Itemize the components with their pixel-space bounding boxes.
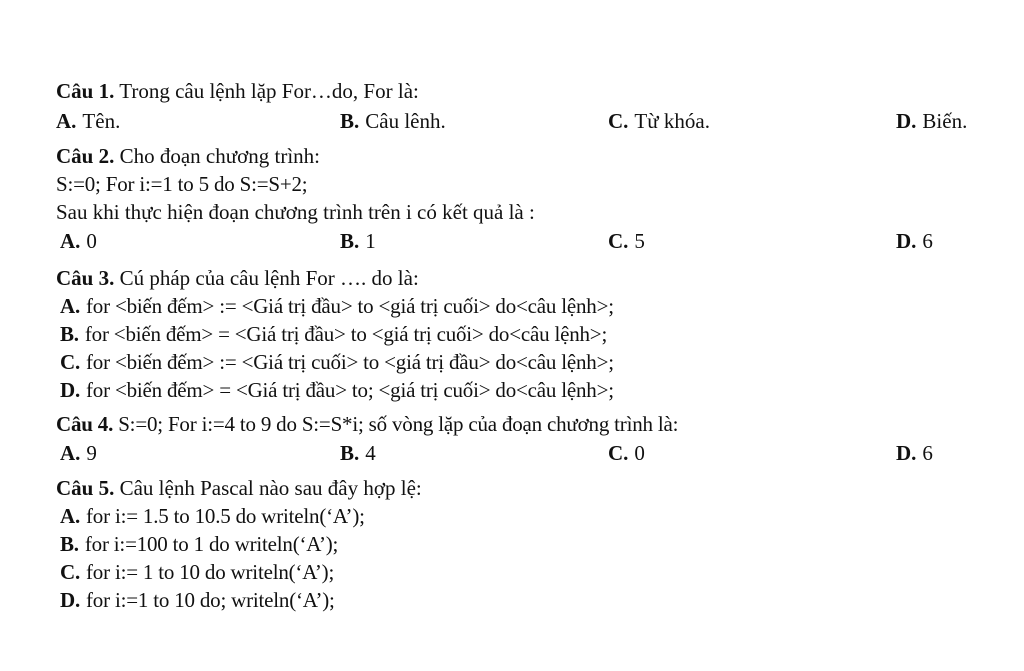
question-2-question: Sau khi thực hiện đoạn chương trình trên i có kết quả là : [56,200,535,224]
question-1-option-b: B. Câu lênh. [340,109,446,133]
question-3-option-c: C. for <biến đếm> := <Giá trị cuối> to <giá trị đầu> do<câu lệnh>; [60,350,614,374]
question-1-stem [56,76,1006,106]
question-4 [56,410,1006,468]
question-2-stem [56,142,1006,170]
question-2-label: Câu 2. [56,144,115,168]
question-3-option-b: B. for <biến đếm> = <Giá trị đầu> to <giá trị cuối> do<câu lệnh>; [60,322,608,346]
question-4-label: Câu 4. [56,412,114,436]
question-1 [56,76,1006,136]
question-4-options [56,438,1006,468]
question-2-option-a: A. 0 [60,229,97,253]
question-5-option-d: D. for i:=1 to 10 do; writeln(‘A’); [60,588,335,612]
question-5-option-a: A. for i:= 1.5 to 10.5 do writeln(‘A’); [60,504,365,528]
question-1-option-c: C. Từ khóa. [608,109,710,133]
question-3-label: Câu 3. [56,266,115,290]
question-5-option-b: B. for i:=100 to 1 do writeln(‘A’); [60,532,339,556]
question-4-option-d: D. 6 [896,441,933,465]
quiz-document [56,76,1006,622]
question-4-option-b: B. 4 [340,441,376,465]
question-5-option-c: C. for i:= 1 to 10 do writeln(‘A’); [60,560,335,584]
question-2-option-b: B. 1 [340,229,376,253]
question-2-options [56,226,1006,256]
question-4-stem [56,410,1006,438]
question-1-options [56,106,1006,136]
question-4-option-c: C. 0 [608,441,645,465]
question-1-option-a: A. Tên. [56,109,121,133]
question-4-option-a: A. 9 [60,441,97,465]
question-2 [56,142,1006,256]
question-4-text: S:=0; For i:=4 to 9 do S:=S*i; số vòng lặp của đoạn chương trình là: [113,412,679,436]
question-2-text: Cho đoạn chương trình: [114,144,320,168]
question-5 [56,474,1006,614]
question-3-option-d: D. for <biến đếm> = <Giá trị đầu> to; <giá trị cuối> do<câu lệnh>; [60,378,614,402]
question-3 [56,264,1006,404]
question-5-label: Câu 5. [56,476,115,500]
question-3-option-a: A. for <biến đếm> := <Giá trị đầu> to <giá trị cuối> do<câu lệnh>; [60,294,614,318]
question-2-option-c: C. 5 [608,229,645,253]
question-2-option-d: D. 6 [896,229,933,253]
question-5-stem [56,474,1006,502]
question-5-text: Câu lệnh Pascal nào sau đây hợp lệ: [114,476,422,500]
question-2-code: S:=0; For i:=1 to 5 do S:=S+2; [56,172,308,196]
question-3-text: Cú pháp của câu lệnh For …. do là: [114,266,419,290]
question-3-stem [56,264,1006,292]
question-1-label: Câu 1. [56,79,115,103]
question-1-text: Trong câu lệnh lặp For…do, For là: [114,79,419,103]
question-1-option-d: D. Biến. [896,109,968,133]
